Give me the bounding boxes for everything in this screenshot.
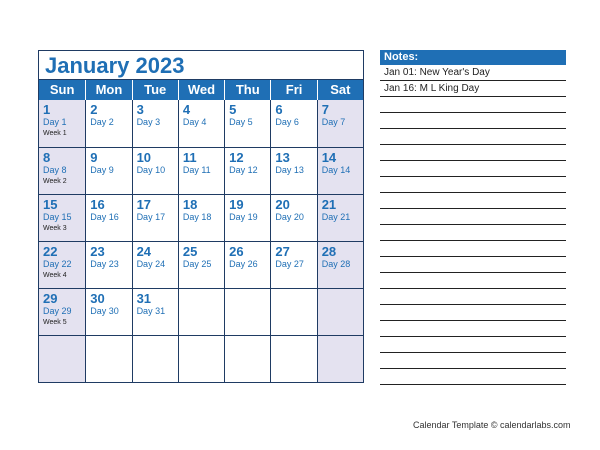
day-number: 16 (90, 197, 105, 212)
day-grid (39, 100, 363, 382)
month-title: January 2023 (39, 51, 363, 80)
day-of-year-label: Day 12 (229, 165, 258, 175)
week-number-label: Week 2 (43, 178, 67, 185)
day-of-year-label: Day 9 (90, 165, 114, 175)
day-of-year-label: Day 4 (182, 117, 207, 127)
day-of-year-label: Day 13 (275, 165, 304, 175)
notes-title: Notes: (380, 50, 566, 65)
day-number: 14 (321, 150, 337, 165)
day-cell (132, 241, 178, 288)
week-number-label: Week 5 (43, 319, 67, 326)
day-number: 29 (43, 291, 58, 306)
day-cell (270, 241, 316, 288)
day-of-year-label: Day 31 (136, 306, 166, 316)
week-number-label: Week 3 (43, 225, 67, 232)
day-number: 28 (321, 244, 337, 259)
day-number: 7 (321, 102, 329, 117)
day-of-year-label: Day 3 (136, 117, 161, 127)
footer-credit: Calendar Template © calendarlabs.com (413, 420, 571, 430)
day-cell (224, 241, 270, 288)
day-of-year-label: Day 20 (275, 212, 304, 222)
day-number: 8 (43, 150, 51, 165)
day-cell (39, 100, 85, 147)
day-of-year-label: Day 27 (275, 259, 304, 269)
weekday-tue: Tue (132, 80, 178, 100)
day-number: 12 (229, 150, 244, 165)
day-number: 6 (275, 102, 283, 117)
day-of-year-label: Day 15 (43, 212, 72, 222)
note-line (380, 177, 566, 193)
day-cell (132, 288, 178, 335)
day-cell (270, 100, 316, 147)
note-line (380, 113, 566, 129)
day-number: 20 (275, 197, 290, 212)
note-line (380, 225, 566, 241)
weekday-mon: Mon (85, 80, 131, 100)
day-of-year-label: Day 18 (182, 212, 212, 222)
day-of-year-label: Day 22 (43, 259, 72, 269)
day-cell (317, 100, 363, 147)
day-of-year-label: Day 5 (229, 117, 253, 127)
day-number: 30 (90, 291, 105, 306)
empty-day-cell (317, 335, 363, 382)
empty-day-cell (39, 335, 85, 382)
day-cell (178, 194, 224, 241)
day-number: 23 (90, 244, 105, 259)
day-number: 26 (229, 244, 244, 259)
day-of-year-label: Day 30 (90, 306, 119, 316)
day-number: 10 (136, 150, 152, 165)
day-number: 22 (43, 244, 58, 259)
day-cell (317, 147, 363, 194)
day-cell (178, 100, 224, 147)
day-cell (178, 241, 224, 288)
day-number: 4 (182, 102, 191, 117)
day-cell (224, 100, 270, 147)
day-number: 13 (275, 150, 290, 165)
empty-day-cell (270, 335, 316, 382)
day-of-year-label: Day 2 (90, 117, 114, 127)
day-cell (224, 194, 270, 241)
calendar (38, 50, 364, 383)
empty-day-cell (270, 288, 316, 335)
day-cell (132, 100, 178, 147)
day-number: 21 (321, 197, 337, 212)
day-cell (132, 147, 178, 194)
empty-day-cell (317, 288, 363, 335)
day-cell (270, 194, 316, 241)
note-line (380, 257, 566, 273)
week-number-label: Week 4 (43, 272, 67, 279)
day-cell (85, 194, 131, 241)
note-line (380, 209, 566, 225)
note-line (380, 369, 566, 385)
day-number: 24 (136, 244, 152, 259)
note-line (380, 161, 566, 177)
day-of-year-label: Day 8 (43, 165, 67, 175)
note-line (380, 129, 566, 145)
day-number: 25 (182, 244, 198, 259)
day-cell (85, 288, 131, 335)
day-cell (39, 241, 85, 288)
weekday-thu: Thu (224, 80, 270, 100)
weekday-header (39, 80, 363, 100)
note-line (380, 305, 566, 321)
day-cell (317, 194, 363, 241)
day-of-year-label: Day 19 (229, 212, 258, 222)
empty-day-cell (224, 335, 270, 382)
day-number: 3 (136, 102, 144, 117)
note-line: Jan 01: New Year's Day (380, 65, 566, 81)
day-number: 11 (182, 150, 197, 165)
note-line (380, 193, 566, 209)
day-number: 9 (90, 150, 98, 165)
day-of-year-label: Day 28 (321, 259, 351, 269)
day-of-year-label: Day 6 (275, 117, 299, 127)
weekday-sat: Sat (317, 80, 363, 100)
day-number: 2 (90, 102, 98, 117)
day-cell (270, 147, 316, 194)
day-cell (85, 241, 131, 288)
day-cell (317, 241, 363, 288)
day-cell (39, 147, 85, 194)
note-line (380, 273, 566, 289)
empty-day-cell (178, 288, 224, 335)
day-number: 1 (43, 102, 51, 117)
note-line: Jan 16: M L King Day (380, 81, 566, 97)
day-of-year-label: Day 21 (321, 212, 351, 222)
day-number: 5 (229, 102, 237, 117)
empty-day-cell (224, 288, 270, 335)
notes-panel (380, 50, 566, 385)
day-of-year-label: Day 23 (90, 259, 119, 269)
empty-day-cell (85, 335, 131, 382)
day-of-year-label: Day 7 (321, 117, 346, 127)
day-cell (178, 147, 224, 194)
day-cell (85, 100, 131, 147)
note-line (380, 321, 566, 337)
week-number-label: Week 1 (43, 130, 67, 137)
weekday-fri: Fri (270, 80, 316, 100)
weekday-wed: Wed (178, 80, 224, 100)
day-number: 18 (182, 197, 198, 212)
notes-lines (380, 65, 566, 385)
day-of-year-label: Day 1 (43, 117, 67, 127)
empty-day-cell (132, 335, 178, 382)
day-number: 27 (275, 244, 290, 259)
day-of-year-label: Day 24 (136, 259, 166, 269)
note-line (380, 337, 566, 353)
day-cell (39, 288, 85, 335)
day-cell (85, 147, 131, 194)
note-line (380, 241, 566, 257)
note-line (380, 145, 566, 161)
day-of-year-label: Day 16 (90, 212, 119, 222)
day-of-year-label: Day 26 (229, 259, 258, 269)
note-line (380, 353, 566, 369)
day-cell (132, 194, 178, 241)
day-of-year-label: Day 10 (136, 165, 166, 175)
empty-day-cell (178, 335, 224, 382)
weekday-sun: Sun (49, 82, 75, 97)
note-line (380, 97, 566, 113)
day-cell (39, 194, 85, 241)
day-number: 19 (229, 197, 244, 212)
day-of-year-label: Day 11 (182, 165, 211, 175)
note-line (380, 289, 566, 305)
day-number: 31 (136, 291, 152, 306)
day-number: 17 (136, 197, 152, 212)
day-of-year-label: Day 17 (136, 212, 166, 222)
day-cell (224, 147, 270, 194)
day-of-year-label: Day 29 (43, 306, 72, 316)
day-of-year-label: Day 25 (182, 259, 212, 269)
day-of-year-label: Day 14 (321, 165, 351, 175)
day-number: 15 (43, 197, 58, 212)
